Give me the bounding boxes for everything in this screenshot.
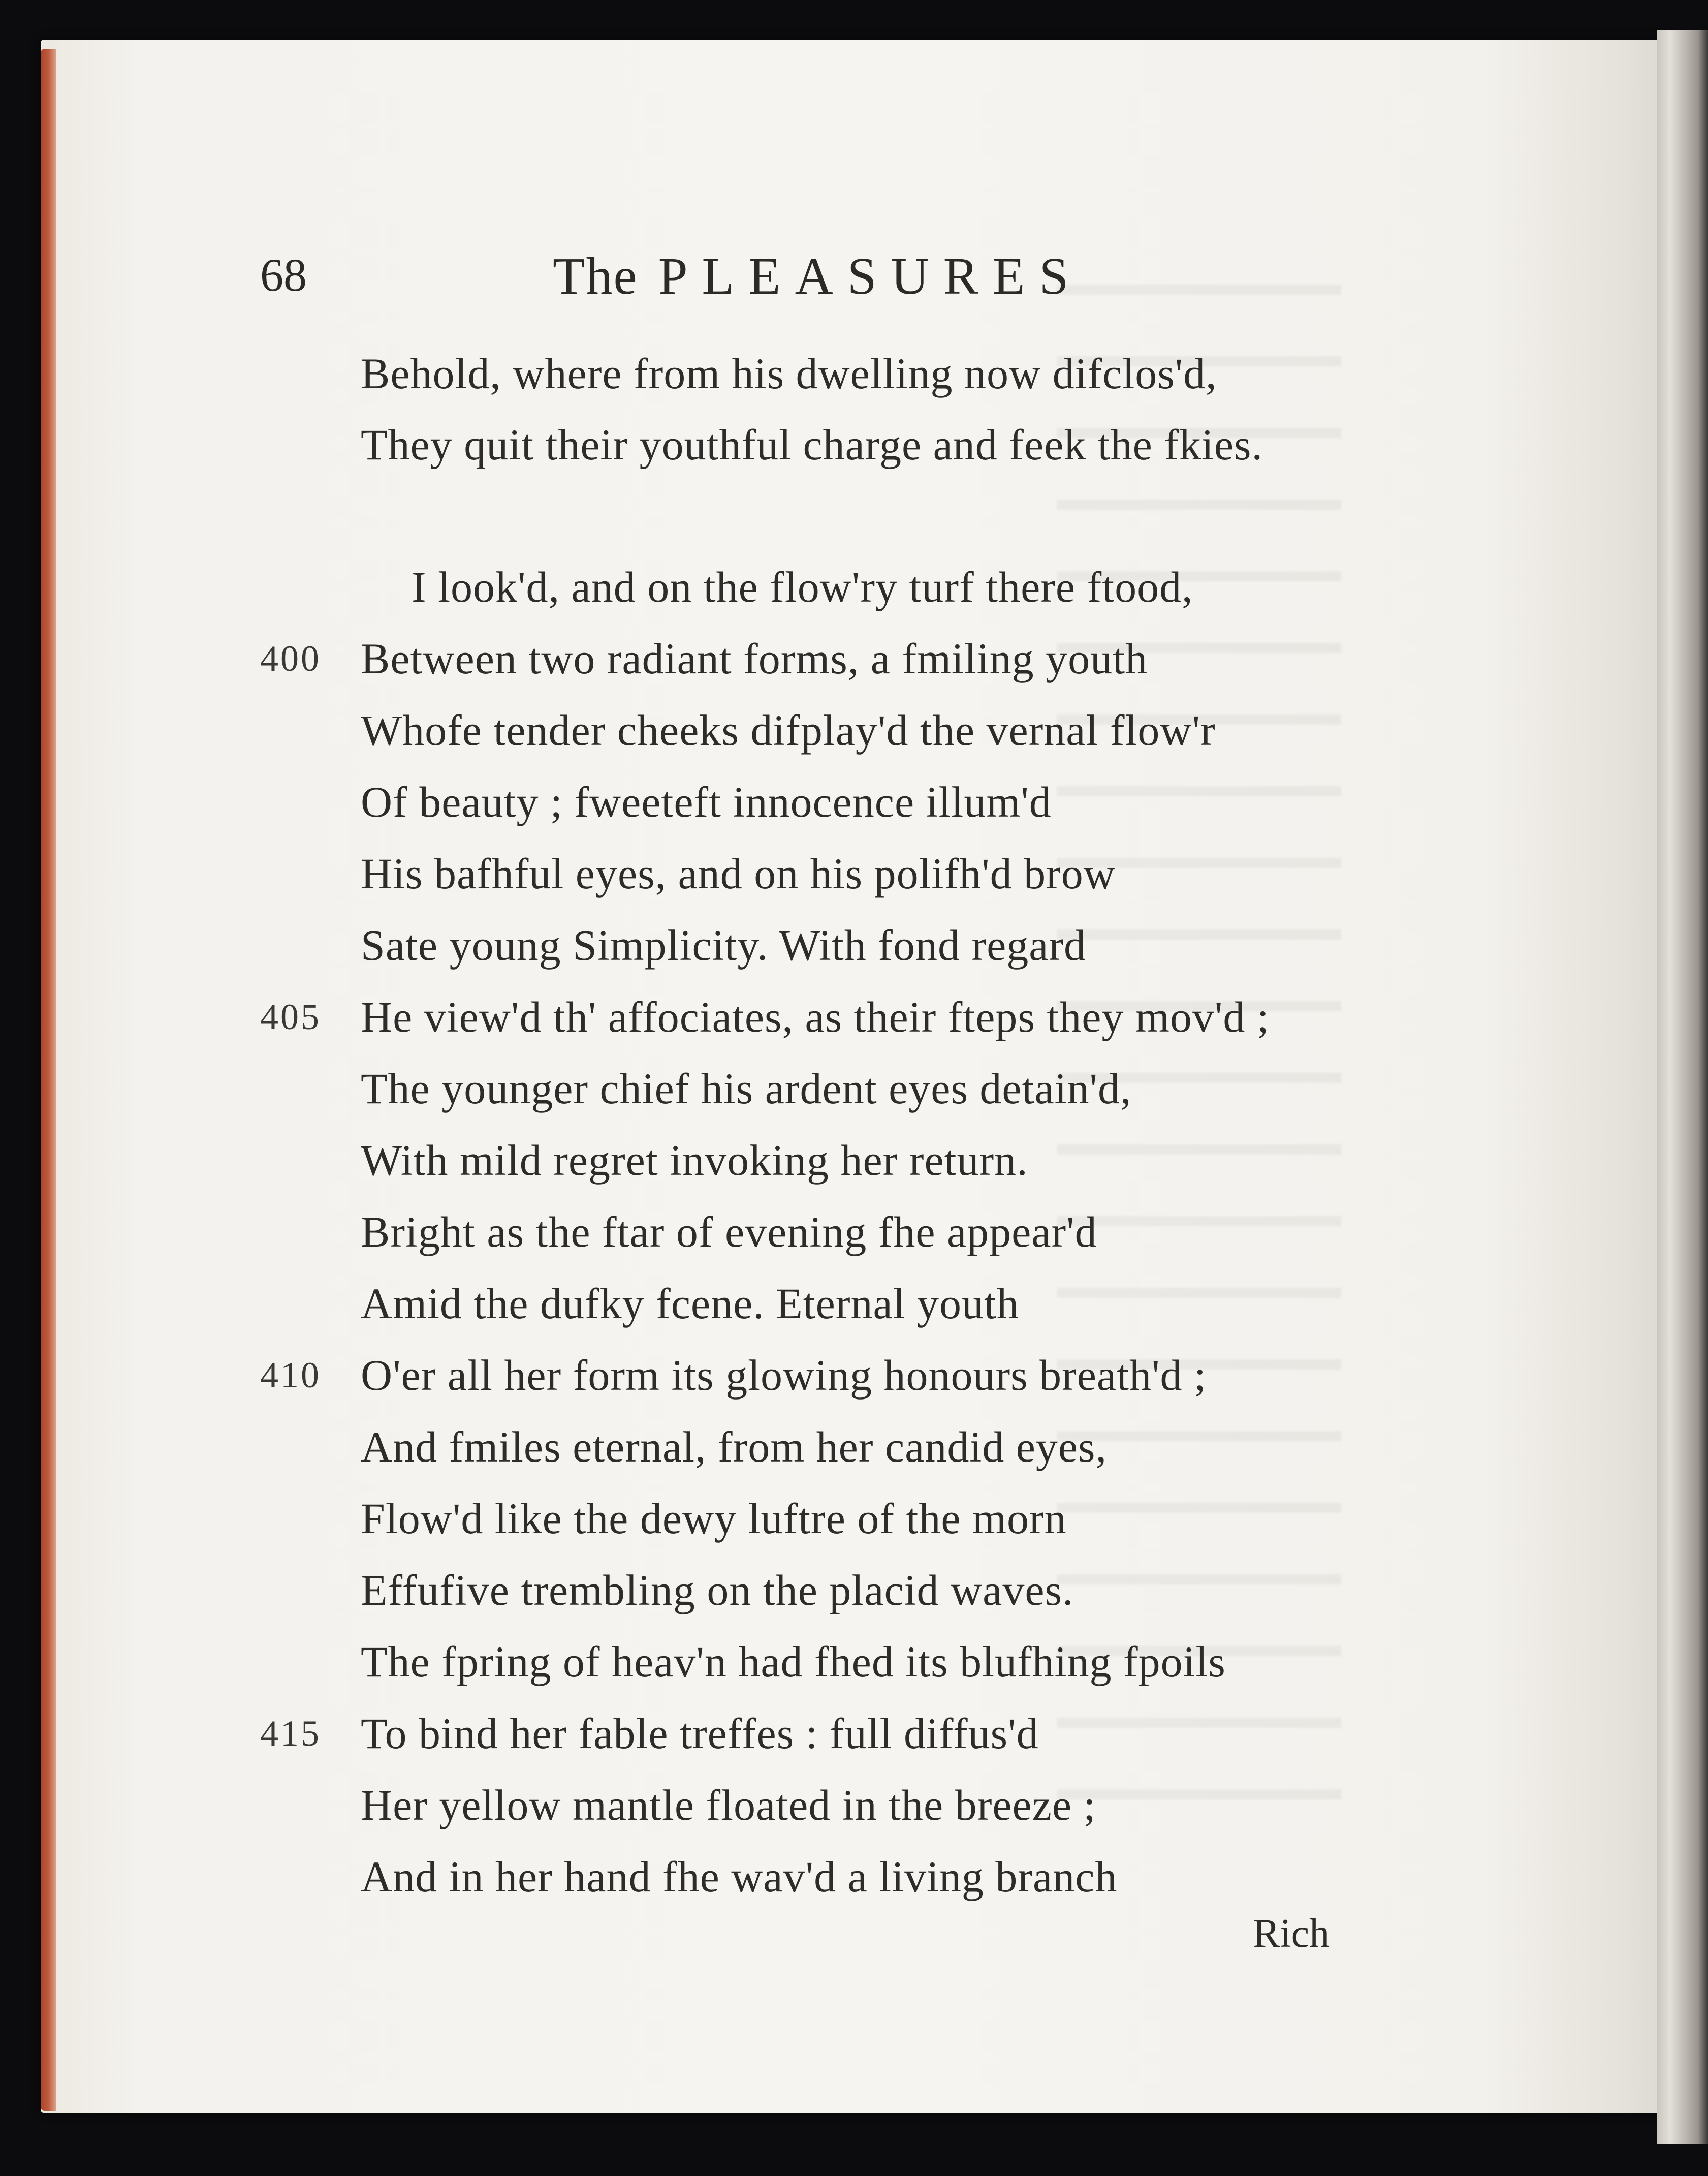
line-text: With mild regret invoking her return. <box>361 1136 1028 1185</box>
line-text: Behold, where from his dwelling now difclos'd, <box>361 349 1217 398</box>
line-text: They quit their youthful charge and feek the fkies. <box>361 420 1263 469</box>
running-head-prefix: The <box>553 247 638 305</box>
line-text: Her yellow mantle floated in the breeze ; <box>361 1781 1096 1829</box>
line-text: The fpring of heav'n had fhed its blufhing fpoils <box>361 1637 1226 1686</box>
line-text: Flow'd like the dewy luftre of the morn <box>361 1494 1067 1543</box>
page-header <box>254 243 1473 309</box>
line-text: And in her hand fhe wav'd a living branch <box>361 1852 1118 1901</box>
line-text: The younger chief his ardent eyes detain'd, <box>361 1064 1132 1113</box>
page-number: 68 <box>260 249 307 301</box>
running-head <box>553 246 1083 306</box>
line-text: O'er all her form its glowing honours breath'd ; <box>361 1351 1207 1400</box>
line-text: Between two radiant forms, a fmiling youth <box>361 634 1148 683</box>
running-head-title: PLEASURES <box>658 247 1083 305</box>
line-text: His bafhful eyes, and on his polifh'd brow <box>361 849 1116 898</box>
page-edge-red <box>41 49 56 2111</box>
line-text: Of beauty ; fweeteft innocence illum'd <box>361 778 1052 826</box>
line-text: He view'd th' affociates, as their fteps they mov'd ; <box>361 992 1270 1041</box>
line-text: I look'd, and on the flow'ry turf there ftood, <box>412 563 1193 611</box>
line-text: Whofe tender cheeks difplay'd the vernal flow'r <box>361 706 1216 755</box>
line-text: To bind her fable treffes : full diffus'd <box>361 1709 1039 1758</box>
catchword: Rich <box>1253 1911 1330 1956</box>
line-number: 415 <box>260 1713 321 1754</box>
book-gutter <box>1657 30 1708 2144</box>
line-number: 405 <box>260 997 321 1037</box>
line-text: Amid the dufky fcene. Eternal youth <box>361 1279 1019 1328</box>
line-text: Effufive trembling on the placid waves. <box>361 1566 1074 1614</box>
line-number: 410 <box>260 1355 321 1395</box>
line-text: Sate young Simplicity. With fond regard <box>361 921 1087 970</box>
line-text: And fmiles eternal, from her candid eyes, <box>361 1422 1108 1471</box>
line-text: Bright as the ftar of evening fhe appear'd <box>361 1207 1097 1256</box>
line-number: 400 <box>260 638 321 679</box>
